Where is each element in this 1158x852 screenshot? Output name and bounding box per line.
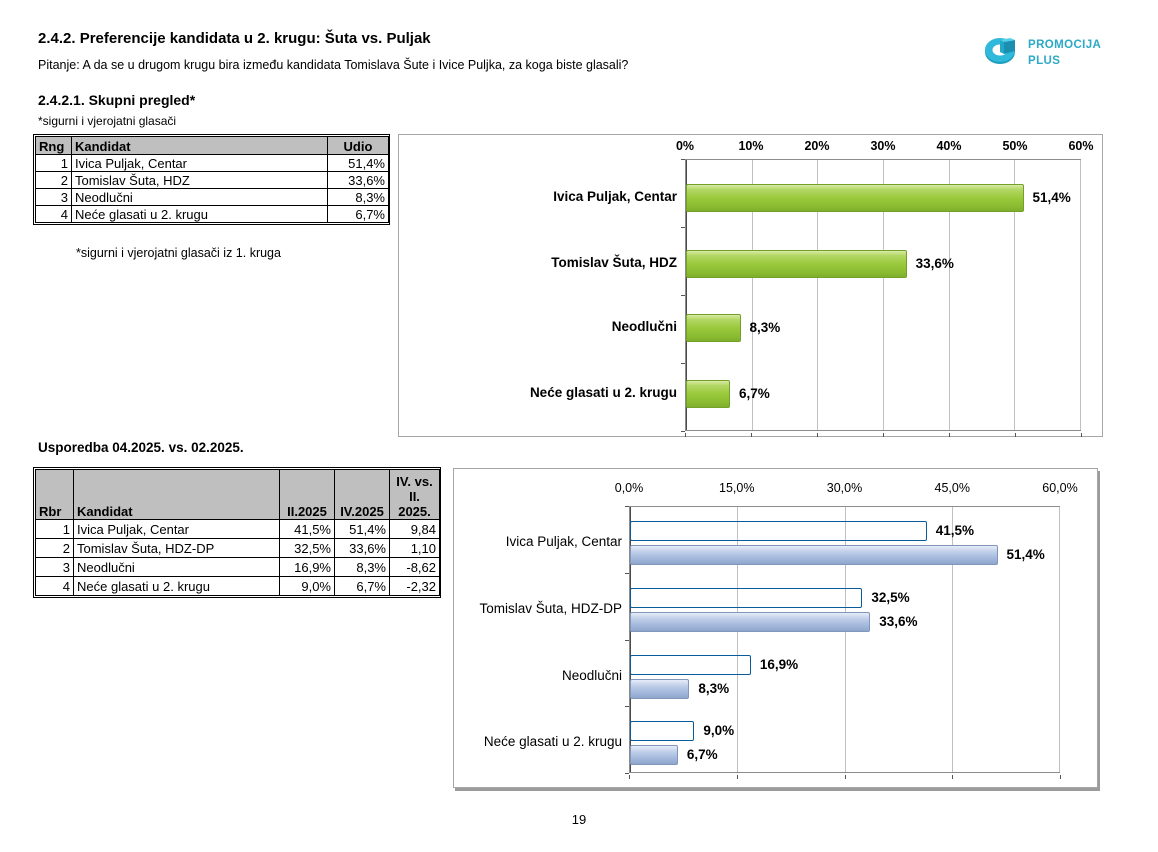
axis-tick-label: 60,0% <box>1042 481 1078 495</box>
category-label: Ivica Puljak, Centar <box>505 534 622 549</box>
gridline <box>1080 160 1081 430</box>
table2-cell-ii2025: 9,0% <box>280 577 335 596</box>
value-label: 51,4% <box>1006 547 1045 562</box>
axis-tick-label: 10% <box>738 139 764 153</box>
value-label: 32,5% <box>871 589 910 605</box>
table2-row <box>36 558 440 577</box>
tick-mark <box>681 159 685 160</box>
table2-cell-kandidat: Neodlučni <box>74 558 280 577</box>
plot-area <box>629 506 1060 773</box>
table2-header-cell: Rbr <box>36 470 74 520</box>
axis-tick-label: 0,0% <box>614 481 644 495</box>
category-label: Neće glasati u 2. krugu <box>529 385 677 400</box>
table2-cell-diff: 9,84 <box>390 520 440 539</box>
table1-header-cell: Rng <box>36 137 72 155</box>
table2-cell-diff: 1,10 <box>390 539 440 558</box>
table2-header-cell: II.2025 <box>280 470 335 520</box>
bar-iv2025 <box>630 545 998 565</box>
table2-cell-rbr: 2 <box>36 539 74 558</box>
tick-mark <box>1015 433 1016 437</box>
tick-mark <box>952 775 953 779</box>
tick-mark <box>681 227 685 228</box>
tick-mark <box>625 573 629 574</box>
table1-cell-udio: 6,7% <box>328 206 389 223</box>
table2-row <box>36 539 440 558</box>
axis-tick-label: 40% <box>936 139 962 153</box>
logo-line2: PLUS <box>1028 54 1061 67</box>
tick-mark <box>681 363 685 364</box>
tick-mark <box>817 433 818 437</box>
table1-header-cell: Kandidat <box>72 137 328 155</box>
table2-body <box>36 520 440 596</box>
section-note: *sigurni i vjerojatni glasači <box>38 114 177 128</box>
table1-header-cell: Udio <box>328 137 389 155</box>
axis-tick-label: 15,0% <box>719 481 755 495</box>
category-label: Ivica Puljak, Centar <box>553 189 677 204</box>
category-label: Tomislav Šuta, HDZ-DP <box>479 600 622 616</box>
table2-row <box>36 577 440 596</box>
table2-cell-diff: -2,32 <box>390 577 440 596</box>
value-label: 33,6% <box>915 256 954 271</box>
table1-cell-udio: 33,6% <box>328 172 389 189</box>
table2-cell-kandidat: Neće glasati u 2. krugu <box>74 577 280 596</box>
table1-cell-kandidat: Tomislav Šuta, HDZ <box>72 172 328 189</box>
table2-cell-rbr: 3 <box>36 558 74 577</box>
category-label: Neodlučni <box>561 667 622 683</box>
table1-head <box>36 137 389 155</box>
table1-row <box>36 172 389 189</box>
comparison-table <box>33 467 441 598</box>
table1-cell-udio: 8,3% <box>328 189 389 206</box>
value-label: 8,3% <box>749 320 781 335</box>
overall-results-table <box>33 134 390 225</box>
table2-cell-rbr: 4 <box>36 577 74 596</box>
logo-line1: PROMOCIJA <box>1028 38 1102 51</box>
bar-ii2025 <box>630 655 751 675</box>
category-label: Tomislav Šuta, HDZ <box>551 255 677 270</box>
table2-cell-ii2025: 41,5% <box>280 520 335 539</box>
tick-mark <box>625 506 629 507</box>
tick-mark <box>625 640 629 641</box>
table2-cell-diff: -8,62 <box>390 558 440 577</box>
tick-mark <box>685 433 686 437</box>
axis-tick-label: 60% <box>1068 139 1094 153</box>
bar <box>686 250 907 278</box>
table1-body <box>36 155 389 223</box>
axis-tick-label: 50% <box>1002 139 1028 153</box>
tick-mark <box>949 433 950 437</box>
question-text: Pitanje: A da se u drugom krugu bira između kandidata Tomislava Šute i Ivice Puljka, za koga biste glasali? <box>38 58 629 72</box>
gridline <box>1059 507 1060 772</box>
bar-iv2025 <box>630 745 678 765</box>
value-label: 8,3% <box>698 680 730 696</box>
promocija-plus-logo-text <box>1028 38 1101 69</box>
promocija-plus-logo <box>984 36 1101 71</box>
tick-mark <box>751 433 752 437</box>
bar-iv2025 <box>630 612 870 632</box>
tick-mark <box>681 431 685 432</box>
plot-area <box>685 159 1081 431</box>
table2-cell-iv2025: 8,3% <box>335 558 390 577</box>
value-label: 41,5% <box>935 523 974 538</box>
tick-mark <box>681 295 685 296</box>
table1-cell-rng: 1 <box>36 155 72 172</box>
tick-mark <box>845 775 846 779</box>
table2-head <box>36 470 440 520</box>
bar <box>686 380 730 408</box>
table1-cell-rng: 2 <box>36 172 72 189</box>
axis-tick-label: 30,0% <box>826 481 863 495</box>
table2-cell-iv2025: 6,7% <box>335 577 390 596</box>
promocija-plus-logo-icon <box>984 36 1020 71</box>
table1-cell-kandidat: Neće glasati u 2. krugu <box>72 206 328 223</box>
category-label: Neće glasati u 2. krugu <box>483 734 622 750</box>
bar-ii2025 <box>630 721 694 741</box>
tick-mark <box>1081 433 1082 437</box>
table1-cell-udio: 51,4% <box>328 155 389 172</box>
chart-overall <box>398 134 1103 437</box>
tick-mark <box>625 773 629 774</box>
bar-ii2025 <box>630 588 862 608</box>
table1-row <box>36 155 389 172</box>
value-label: 6,7% <box>686 747 718 763</box>
tick-mark <box>625 706 629 707</box>
page-number: 19 <box>571 812 587 827</box>
table2-cell-iv2025: 51,4% <box>335 520 390 539</box>
axis-tick-label: 0% <box>675 139 695 153</box>
table1-cell-rng: 4 <box>36 206 72 223</box>
table1-row <box>36 206 389 223</box>
tick-mark <box>629 775 630 779</box>
table2-cell-kandidat: Ivica Puljak, Centar <box>74 520 280 539</box>
table2-cell-kandidat: Tomislav Šuta, HDZ-DP <box>74 539 280 558</box>
table2-cell-rbr: 1 <box>36 520 74 539</box>
bar-iv2025 <box>630 679 689 699</box>
value-label: 33,6% <box>879 613 918 629</box>
table2-header-cell: Kandidat <box>74 470 280 520</box>
table2-cell-ii2025: 32,5% <box>280 539 335 558</box>
chart-comparison <box>453 468 1098 788</box>
axis-tick-label: 45,0% <box>934 481 970 495</box>
value-label: 16,9% <box>759 656 799 672</box>
table1-cell-kandidat: Neodlučni <box>72 189 328 206</box>
table2-header-cell: IV.2025 <box>335 470 390 520</box>
category-label: Neodlučni <box>611 319 677 334</box>
table1-footnote: *sigurni i vjerojatni glasači iz 1. kruga <box>76 246 281 260</box>
table2-row <box>36 520 440 539</box>
comparison-title: Usporedba 04.2025. vs. 02.2025. <box>38 440 244 455</box>
axis-tick-label: 20% <box>804 139 830 153</box>
axis-tick-label: 30% <box>870 139 896 153</box>
page-title: 2.4.2. Preferencije kandidata u 2. krugu: Šuta vs. Puljak <box>38 30 431 47</box>
tick-mark <box>883 433 884 437</box>
value-label: 9,0% <box>703 723 735 739</box>
table2-cell-iv2025: 33,6% <box>335 539 390 558</box>
table2-header-cell: IV. vs. II. 2025. <box>390 470 440 520</box>
table2-cell-ii2025: 16,9% <box>280 558 335 577</box>
table1-cell-kandidat: Ivica Puljak, Centar <box>72 155 328 172</box>
table1-cell-rng: 3 <box>36 189 72 206</box>
value-label: 51,4% <box>1032 190 1071 205</box>
section-title: 2.4.2.1. Skupni pregled* <box>38 92 196 108</box>
bar-ii2025 <box>630 521 927 541</box>
tick-mark <box>1060 775 1061 779</box>
bar <box>686 314 741 342</box>
tick-mark <box>737 775 738 779</box>
table1-row <box>36 189 389 206</box>
value-label: 6,7% <box>738 386 770 401</box>
bar <box>686 184 1024 212</box>
